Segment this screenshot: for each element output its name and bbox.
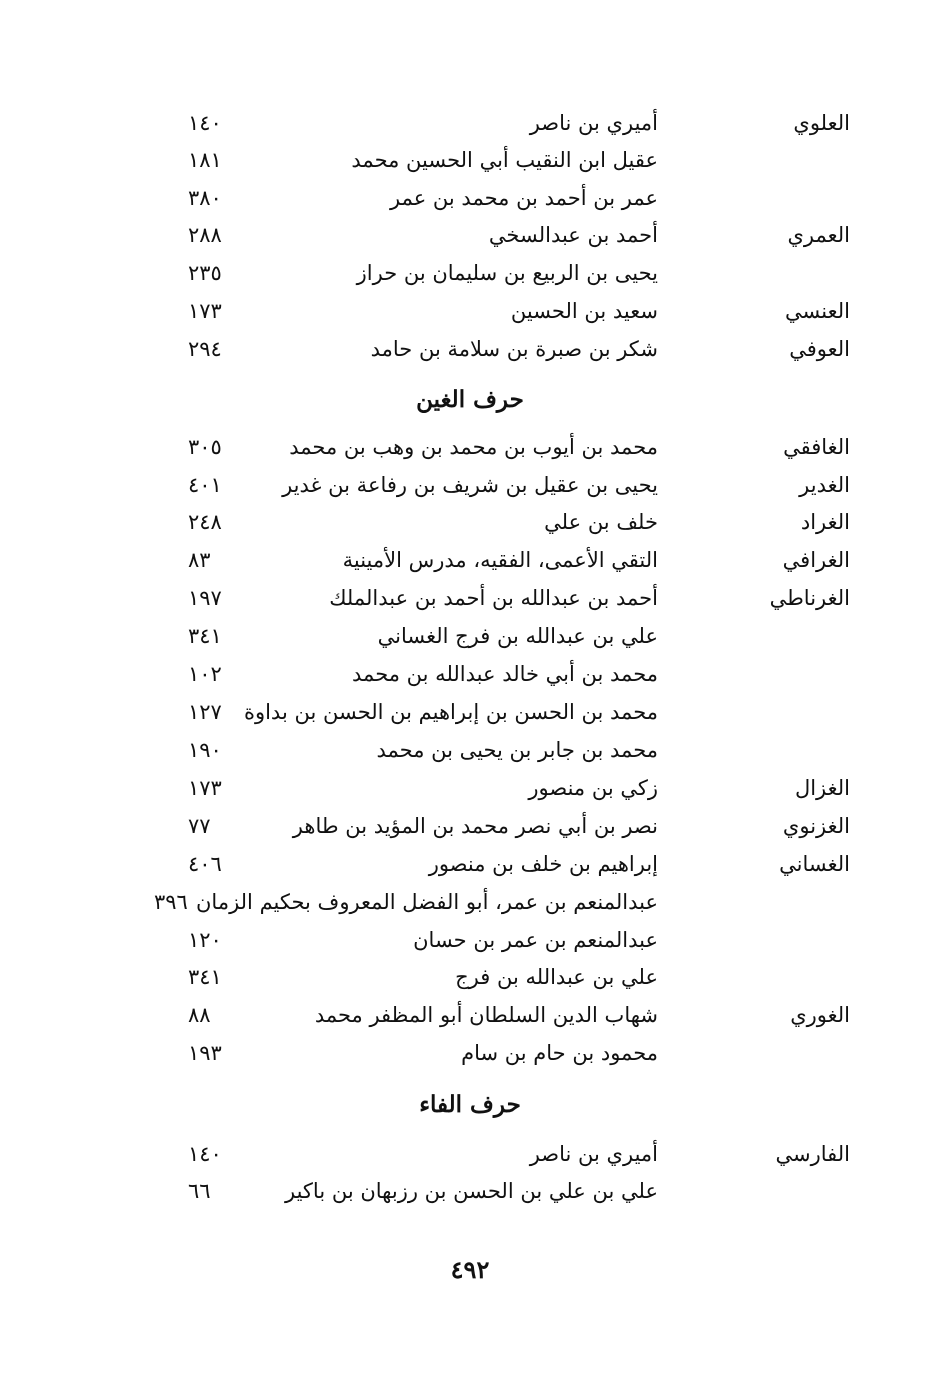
index-entry xyxy=(150,769,850,807)
entry-page-number: ٣٨٠ xyxy=(188,186,222,210)
entry-nisba: الغدير xyxy=(799,473,850,497)
entry-name: محمد بن جابر بن يحيى بن محمد xyxy=(376,738,658,762)
entry-nisba: العمري xyxy=(787,223,850,247)
entry-nisba: الغرناطي xyxy=(769,586,850,610)
entry-name: إبراهيم بن خلف بن منصور xyxy=(428,852,658,876)
index-entry xyxy=(150,693,850,731)
entry-name: علي بن علي بن الحسن بن رزبهان بن باكير xyxy=(285,1179,658,1203)
entry-page-number: ١٩٣ xyxy=(188,1041,222,1065)
entry-page-number: ١٧٣ xyxy=(188,776,222,800)
entry-name: يحيى بن عقيل بن شريف بن رفاعة بن غدير xyxy=(282,473,658,497)
entry-page-number: ١٠٢ xyxy=(188,662,222,686)
entry-name: عقيل ابن النقيب أبي الحسين محمد xyxy=(351,148,658,172)
entry-nisba: الغراد xyxy=(800,510,850,534)
index-entry xyxy=(150,921,850,959)
entry-page-number: ١٢٧ xyxy=(188,700,222,724)
entry-page-number: ٨٨ xyxy=(188,1003,211,1027)
entry-page-number: ١٤٠ xyxy=(188,1142,222,1166)
index-entry xyxy=(150,428,850,466)
entry-page-number: ٢٣٥ xyxy=(188,261,222,285)
entry-page-number: ٧٧ xyxy=(188,814,211,838)
entry-name: خلف بن علي xyxy=(544,510,658,534)
index-entry xyxy=(150,1034,850,1072)
index-entry xyxy=(150,503,850,541)
entry-page-number: ٣٤١ xyxy=(188,965,222,989)
entry-page-number: ١٩٧ xyxy=(188,586,222,610)
entry-page-number: ٢٤٨ xyxy=(188,510,222,534)
entry-page-number: ٤٠١ xyxy=(188,473,222,497)
index-entry xyxy=(150,541,850,579)
entry-nisba: الغرافي xyxy=(782,548,850,572)
entry-page-number: ٦٦ xyxy=(188,1179,211,1203)
entry-nisba: الغزنوي xyxy=(782,814,850,838)
index-entry xyxy=(150,1135,850,1173)
entry-page-number: ١٤٠ xyxy=(188,111,222,135)
index-entry xyxy=(150,292,850,330)
entry-nisba: الغوري xyxy=(790,1003,850,1027)
index-entry xyxy=(150,330,850,368)
section-heading: حرف الغين xyxy=(416,386,524,413)
entry-name: محمد بن أبي خالد عبدالله بن محمد xyxy=(352,662,658,686)
entry-nisba: الغافقي xyxy=(783,435,850,459)
entry-name: سعيد بن الحسين xyxy=(510,299,658,323)
index-entry xyxy=(150,617,850,655)
entry-name: عمر بن أحمد بن محمد بن عمر xyxy=(389,186,658,210)
index-entry xyxy=(150,996,850,1034)
index-entry xyxy=(150,883,850,921)
entry-page-number: ٨٣ xyxy=(188,548,211,572)
entry-page-number: ٢٩٤ xyxy=(188,337,222,361)
entry-page-number: ٣٩٦ xyxy=(154,890,188,914)
entry-page-number: ٢٨٨ xyxy=(188,223,222,247)
entry-name: علي بن عبدالله بن فرج الغساني xyxy=(377,624,658,648)
entry-name: يحيى بن الربيع بن سليمان بن حراز xyxy=(356,261,658,285)
entry-name: أحمد بن عبدالسخي xyxy=(488,223,658,247)
index-entry xyxy=(150,254,850,292)
section-heading: حرف الفاء xyxy=(419,1091,521,1118)
index-entry xyxy=(150,216,850,254)
entry-name: عبدالمنعم بن عمر، أبو الفضل المعروف بحكيم الزمان xyxy=(196,890,658,914)
entry-name: محمود بن حام بن سام xyxy=(461,1041,658,1065)
index-entry xyxy=(150,141,850,179)
entry-name: نصر بن أبي نصر محمد بن المؤيد بن طاهر xyxy=(292,814,658,838)
entry-name: التقي الأعمى، الفقيه، مدرس الأمينية xyxy=(342,548,658,572)
index-entry xyxy=(150,845,850,883)
index-entry xyxy=(150,958,850,996)
entry-nisba: العوفي xyxy=(789,337,850,361)
index-entry xyxy=(150,466,850,504)
index-entry xyxy=(150,179,850,217)
page-number: ٤٩٢ xyxy=(450,1255,490,1284)
entry-name: محمد بن الحسن بن إبراهيم بن الحسن بن بداوة xyxy=(243,700,658,724)
entry-name: محمد بن أيوب بن محمد بن وهب بن محمد xyxy=(289,435,658,459)
entry-name: عبدالمنعم بن عمر بن حسان xyxy=(413,928,658,952)
entry-name: شهاب الدين السلطان أبو المظفر محمد xyxy=(314,1003,658,1027)
entry-page-number: ٣٠٥ xyxy=(188,435,222,459)
entry-nisba: الغزال xyxy=(794,776,850,800)
entry-page-number: ١٢٠ xyxy=(188,928,222,952)
entry-page-number: ٤٠٦ xyxy=(188,852,222,876)
entry-page-number: ١٩٠ xyxy=(188,738,222,762)
entry-nisba: الفارسي xyxy=(775,1142,850,1166)
entry-page-number: ١٧٣ xyxy=(188,299,222,323)
index-entry xyxy=(150,655,850,693)
entry-name: أميري بن ناصر xyxy=(529,1142,658,1166)
index-entry xyxy=(150,731,850,769)
entry-name: أميري بن ناصر xyxy=(529,111,658,135)
entry-nisba: العنسي xyxy=(785,299,850,323)
index-entry xyxy=(150,1172,850,1210)
entry-name: علي بن عبدالله بن فرج xyxy=(455,965,658,989)
entry-name: شكر بن صبرة بن سلامة بن حامد xyxy=(370,337,658,361)
entry-page-number: ١٨١ xyxy=(188,148,222,172)
index-entry xyxy=(150,807,850,845)
index-entry xyxy=(150,104,850,142)
index-entry xyxy=(150,579,850,617)
entry-nisba: العلوي xyxy=(793,111,850,135)
entry-page-number: ٣٤١ xyxy=(188,624,222,648)
entry-name: زكي بن منصور xyxy=(528,776,658,800)
entry-nisba: الغساني xyxy=(779,852,850,876)
entry-name: أحمد بن عبدالله بن أحمد بن عبدالملك xyxy=(329,586,658,610)
